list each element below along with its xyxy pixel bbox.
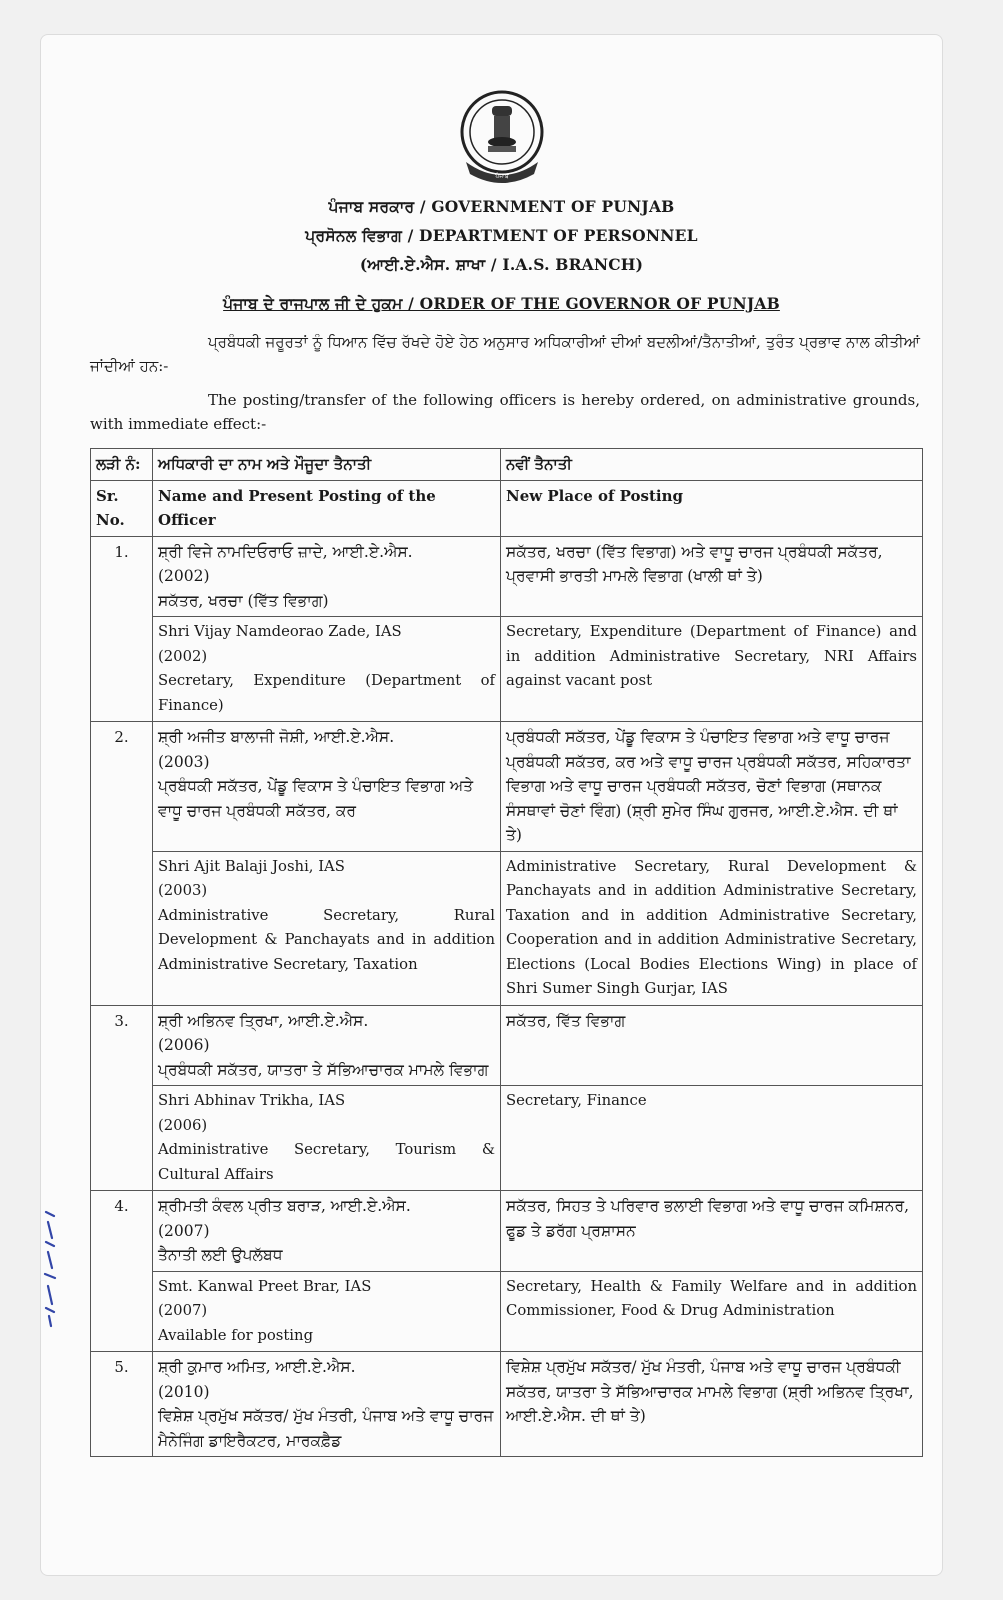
officer-batch: (2002)	[158, 647, 208, 665]
table-row	[91, 1352, 923, 1457]
row-sr-number: 5.	[91, 1352, 153, 1457]
new-posting-english: Administrative Secretary, Rural Development & Panchayats and in addition Administrative Secretary, Taxation and in addition Administrative Secretary, Cooperation and in addition Administrative Secretary, Elections (Local Bodies Elections Wing) in place of Shri Sumer Singh Gurjar, IAS	[501, 851, 923, 1005]
officer-batch: (2002)	[158, 567, 210, 585]
officer-english	[153, 617, 501, 722]
present-posting: ਪ੍ਰਬੰਧਕੀ ਸਕੱਤਰ, ਯਾਤਰਾ ਤੇ ਸੱਭਿਆਚਾਰਕ ਮਾਮਲੇ ਵਿਭਾਗ	[158, 1060, 489, 1079]
table-row	[91, 1271, 923, 1352]
table-row	[91, 617, 923, 722]
officer-name: ਸ਼੍ਰੀ ਅਭਿਨਵ ਤ੍ਰਿਖਾ, ਆਈ.ਏ.ਐਸ.	[158, 1011, 369, 1030]
new-posting-english: Secretary, Health & Family Welfare and in addition Commissioner, Food & Drug Administration	[501, 1271, 923, 1352]
officer-batch: (2007)	[158, 1302, 208, 1319]
intro-english-text: The posting/transfer of the following officers is hereby ordered, on administrative grounds, with immediate effect:-	[90, 391, 920, 433]
header-name-pb: ਅਧਿਕਾਰੀ ਦਾ ਨਾਮ ਅਤੇ ਮੌਜੂਦਾ ਤੈਨਾਤੀ	[153, 449, 501, 481]
table-row	[91, 536, 923, 617]
officer-batch: (2007)	[158, 1221, 210, 1240]
officer-punjabi	[153, 1005, 501, 1086]
header-branch: (ਆਈ.ਏ.ਐਸ. ਸ਼ਾਖਾ / I.A.S. BRANCH)	[359, 255, 644, 274]
row-sr-number: 3.	[91, 1005, 153, 1191]
svg-text:ਪੰਜਾਬ: ਪੰਜਾਬ	[495, 173, 509, 180]
table-row	[91, 722, 923, 852]
table-row	[91, 1005, 923, 1086]
present-posting: ਵਿਸ਼ੇਸ਼ ਪ੍ਰਮੁੱਖ ਸਕੱਤਰ/ ਮੁੱਖ ਮੰਤਰੀ, ਪੰਜਾਬ ਅਤੇ ਵਾਧੂ ਚਾਰਜ ਮੈਨੇਜਿੰਗ ਡਾਇਰੈਕਟਰ, ਮਾਰਕਫ਼ੈਡ	[158, 1407, 494, 1450]
officer-batch: (2003)	[158, 882, 208, 899]
officer-punjabi	[153, 536, 501, 617]
present-posting: ਸਕੱਤਰ, ਖਰਚਾ (ਵਿੱਤ ਵਿਭਾਗ)	[158, 591, 329, 610]
officer-english	[153, 851, 501, 1005]
officer-punjabi	[153, 1352, 501, 1457]
intro-punjabi	[90, 330, 920, 378]
officer-batch: (2010)	[158, 1382, 210, 1401]
table-header-punjabi	[91, 449, 923, 481]
orders-table	[90, 448, 923, 1457]
new-posting-english: Secretary, Expenditure (Department of Finance) and in addition Administrative Secretary, NRI Affairs against vacant post	[501, 617, 923, 722]
officer-batch: (2006)	[158, 1116, 208, 1134]
margin-handwriting-mark	[40, 1208, 60, 1328]
row-sr-number: 2.	[91, 722, 153, 1006]
intro-punjabi-text: ਪ੍ਰਬੰਧਕੀ ਜਰੂਰਤਾਂ ਨੂੰ ਧਿਆਨ ਵਿੱਚ ਰੱਖਦੇ ਹੋਏ ਹੇਠ ਅਨੁਸਾਰ ਅਧਿਕਾਰੀਆਂ ਦੀਆਂ ਬਦਲੀਆਂ/ਤੈਨਾਤੀਆਂ, ਤੁਰੰਤ ਪ੍ਰਭਾਵ ਨਾਲ ਕੀਤੀਆਂ ਜਾਂਦੀਆਂ ਹਨ:-	[90, 333, 920, 375]
header-new-en: New Place of Posting	[501, 480, 923, 536]
new-posting-punjabi: ਪ੍ਰਬੰਧਕੀ ਸਕੱਤਰ, ਪੇਂਡੂ ਵਿਕਾਸ ਤੇ ਪੰਚਾਇਤ ਵਿਭਾਗ ਅਤੇ ਵਾਧੂ ਚਾਰਜ ਪ੍ਰਬੰਧਕੀ ਸਕੱਤਰ, ਕਰ ਅਤੇ ਵਾਧੂ ਚਾਰਜ ਪ੍ਰਬੰਧਕੀ ਸਕੱਤਰ, ਸਹਿਕਾਰਤਾ ਵਿਭਾਗ ਅਤੇ ਵਾਧੂ ਚਾਰਜ ਪ੍ਰਬੰਧਕੀ ਸਕੱਤਰ, ਚੋਣਾਂ ਵਿਭਾਗ (ਸਥਾਨਕ ਸੰਸਥਾਵਾਂ ਚੋਣਾਂ ਵਿੰਗ) (ਸ਼੍ਰੀ ਸੁਮੇਰ ਸਿੰਘ ਗੁਰਜਰ, ਆਈ.ਏ.ਐਸ. ਦੀ ਥਾਂ ਤੇ)	[501, 722, 923, 852]
present-posting: ਤੈਨਾਤੀ ਲਈ ਉਪਲੱਬਧ	[158, 1246, 283, 1264]
new-posting-punjabi: ਸਕੱਤਰ, ਸਿਹਤ ਤੇ ਪਰਿਵਾਰ ਭਲਾਈ ਵਿਭਾਗ ਅਤੇ ਵਾਧੂ ਚਾਰਜ ਕਮਿਸ਼ਨਰ, ਫੂਡ ਤੇ ਡਰੱਗ ਪ੍ਰਸ਼ਾਸਨ	[501, 1191, 923, 1272]
officer-name: Shri Abhinav Trikha, IAS	[158, 1092, 346, 1109]
row-sr-number: 4.	[91, 1191, 153, 1352]
table-row	[91, 1191, 923, 1272]
header-government: ਪੰਜਾਬ ਸਰਕਾਰ / GOVERNMENT OF PUNJAB	[328, 197, 675, 216]
present-posting: Available for posting	[158, 1326, 314, 1344]
intro-english	[90, 388, 920, 436]
officer-name: ਸ਼੍ਰੀ ਅਜੀਤ ਬਾਲਾਜੀ ਜੋਸ਼ੀ, ਆਈ.ਏ.ਐਸ.	[158, 728, 395, 746]
new-posting-punjabi: ਸਕੱਤਰ, ਖਰਚਾ (ਵਿੱਤ ਵਿਭਾਗ) ਅਤੇ ਵਾਧੂ ਚਾਰਜ ਪ੍ਰਬੰਧਕੀ ਸਕੱਤਰ, ਪ੍ਰਵਾਸੀ ਭਾਰਤੀ ਮਾਮਲੇ ਵਿਭਾਗ (ਖਾਲੀ ਥਾਂ ਤੇ)	[501, 536, 923, 617]
officer-batch: (2003)	[158, 752, 210, 771]
header-department: ਪ੍ਰਸੋਨਲ ਵਿਭਾਗ / DEPARTMENT OF PERSONNEL	[305, 226, 698, 245]
header-sr-en: Sr. No.	[91, 480, 153, 536]
table-row	[91, 1086, 923, 1191]
officer-name: ਸ਼੍ਰੀਮਤੀ ਕੰਵਲ ਪ੍ਰੀਤ ਬਰਾੜ, ਆਈ.ਏ.ਐਸ.	[158, 1197, 411, 1215]
new-posting-punjabi: ਵਿਸ਼ੇਸ਼ ਪ੍ਰਮੁੱਖ ਸਕੱਤਰ/ ਮੁੱਖ ਮੰਤਰੀ, ਪੰਜਾਬ ਅਤੇ ਵਾਧੂ ਚਾਰਜ ਪ੍ਰਬੰਧਕੀ ਸਕੱਤਰ, ਯਾਤਰਾ ਤੇ ਸੱਭਿਆਚਾਰਕ ਮਾਮਲੇ ਵਿਭਾਗ (ਸ਼੍ਰੀ ਅਭਿਨਵ ਤ੍ਰਿਖਾ, ਆਈ.ਏ.ਐਸ. ਦੀ ਥਾਂ ਤੇ)	[501, 1352, 923, 1457]
officer-name: Shri Ajit Balaji Joshi, IAS	[158, 857, 345, 875]
officer-name: Smt. Kanwal Preet Brar, IAS	[158, 1277, 372, 1295]
header-name-en: Name and Present Posting of the Officer	[153, 480, 501, 536]
present-posting: Secretary, Expenditure (Department of Finance)	[158, 672, 495, 714]
table-row	[91, 851, 923, 1005]
new-posting-punjabi: ਸਕੱਤਰ, ਵਿੱਤ ਵਿਭਾਗ	[501, 1005, 923, 1086]
officer-english	[153, 1271, 501, 1352]
officer-batch: (2006)	[158, 1036, 210, 1054]
new-posting-english: Secretary, Finance	[501, 1086, 923, 1191]
present-posting: ਪ੍ਰਬੰਧਕੀ ਸਕੱਤਰ, ਪੇਂਡੂ ਵਿਕਾਸ ਤੇ ਪੰਚਾਇਤ ਵਿਭਾਗ ਅਤੇ ਵਾਧੂ ਚਾਰਜ ਪ੍ਰਬੰਧਕੀ ਸਕੱਤਰ, ਕਰ	[158, 777, 474, 820]
officer-name: Shri Vijay Namdeorao Zade, IAS	[158, 623, 402, 640]
government-emblem-icon	[456, 84, 548, 188]
header-new-pb: ਨਵੀਂ ਤੈਨਾਤੀ	[501, 449, 923, 481]
officer-punjabi	[153, 1191, 501, 1272]
present-posting: Administrative Secretary, Rural Development & Panchayats and in addition Administrative Secretary, Taxation	[158, 906, 495, 973]
officer-english	[153, 1086, 501, 1191]
header-sr-pb: ਲੜੀ ਨੰ:	[91, 449, 153, 481]
officer-punjabi	[153, 722, 501, 852]
officer-name: ਸ਼੍ਰੀ ਕੁਮਾਰ ਅਮਿਤ, ਆਈ.ਏ.ਐਸ.	[158, 1358, 356, 1376]
table-header-english	[91, 480, 923, 536]
order-title: ਪੰਜਾਬ ਦੇ ਰਾਜਪਾਲ ਜੀ ਦੇ ਹੁਕਮ / ORDER OF THE GOVERNOR OF PUNJAB	[223, 294, 780, 313]
officer-name: ਸ਼੍ਰੀ ਵਿਜੇ ਨਾਮਦਿਓਰਾਓ ਜ਼ਾਦੇ, ਆਈ.ਏ.ਐਸ.	[158, 542, 413, 561]
row-sr-number: 1.	[91, 536, 153, 722]
present-posting: Administrative Secretary, Tourism & Cultural Affairs	[158, 1141, 495, 1183]
